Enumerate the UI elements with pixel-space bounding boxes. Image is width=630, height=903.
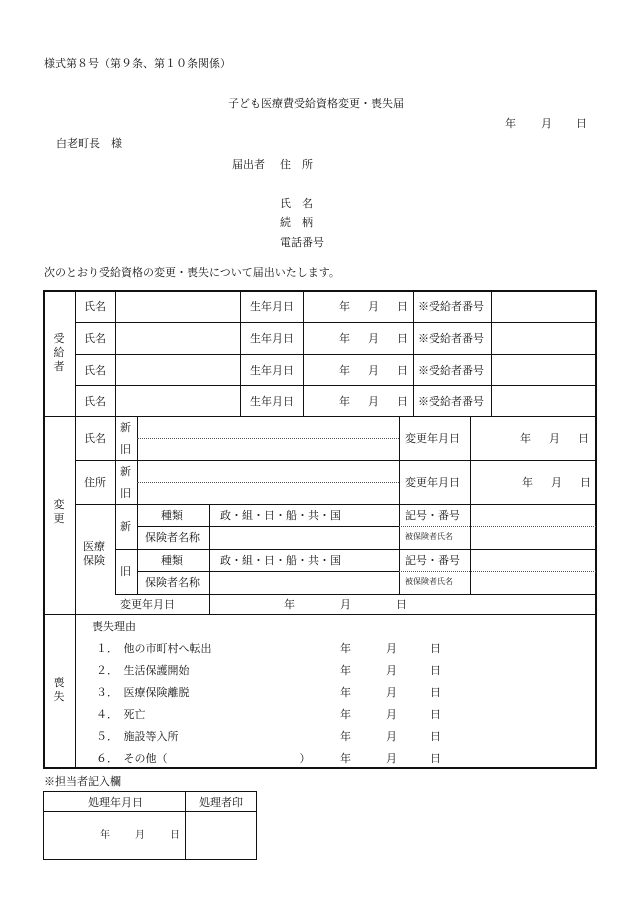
insurance-new-insured-label: 被保険者氏名 (405, 532, 453, 541)
insurance-change-d: 日 (396, 598, 407, 611)
loss-reason-4-y: 年 (340, 708, 351, 721)
loss-reason-4: ４． 死亡 (96, 708, 146, 721)
insurance-change-m: 月 (340, 598, 351, 611)
recipient-birth-m: 月 (368, 364, 379, 377)
date-day: 日 (576, 117, 587, 130)
insurance-old-type-options: 政・組・日・船・共・国 (220, 554, 341, 567)
change-address-m: 月 (551, 476, 562, 489)
change-name-d: 日 (578, 432, 589, 445)
change-name-m: 月 (549, 432, 560, 445)
recipient-birth-y: 年 (339, 364, 350, 377)
applicant-relation-label: 続 柄 (280, 216, 313, 229)
change-name-y: 年 (520, 432, 531, 445)
change-section-label: 変更 (53, 498, 65, 525)
recipient-birth-m: 月 (368, 395, 379, 408)
loss-reason-5-d: 日 (430, 730, 441, 743)
loss-reason-1-y: 年 (340, 642, 351, 655)
recipient-birth-d: 日 (397, 332, 408, 345)
insurance-new-type-options: 政・組・日・船・共・国 (220, 509, 341, 522)
loss-reason-3-d: 日 (430, 686, 441, 699)
addressee: 白老町長 様 (56, 137, 122, 150)
loss-reason-5-m: 月 (386, 730, 397, 743)
insurance-old: 旧 (120, 565, 131, 578)
loss-reason-5: ５． 施設等入所 (96, 730, 179, 743)
insurance-new: 新 (120, 520, 131, 533)
change-name-old: 旧 (120, 443, 131, 456)
insurance-label: 医療保険 (83, 540, 105, 567)
office-date-d: 日 (170, 830, 180, 841)
change-name-label: 氏名 (84, 432, 106, 445)
date-year: 年 (505, 117, 516, 130)
loss-reason-1-d: 日 (430, 642, 441, 655)
form-number: 様式第８号（第９条、第１０条関係） (44, 57, 231, 70)
recipient-birth-label: 生年月日 (250, 364, 294, 377)
change-address-d: 日 (580, 476, 591, 489)
recipient-number-label: ※受給者番号 (418, 395, 484, 408)
office-date-m: 月 (135, 830, 145, 841)
recipient-birth-d: 日 (397, 364, 408, 377)
loss-reason-4-d: 日 (430, 708, 441, 721)
applicant-address-label: 住 所 (280, 158, 313, 171)
recipient-birth-y: 年 (339, 395, 350, 408)
insurance-new-insurer-label: 保険者名称 (145, 531, 200, 544)
recipients-section-label: 受給者 (53, 332, 65, 373)
insurance-change-y: 年 (284, 598, 295, 611)
recipient-name-label: 氏名 (84, 300, 106, 313)
recipient-number-label: ※受給者番号 (418, 300, 484, 313)
recipient-birth-label: 生年月日 (250, 300, 294, 313)
insurance-new-type-label: 種類 (161, 509, 183, 522)
change-address-new: 新 (120, 465, 131, 478)
loss-reason-6-y: 年 (340, 752, 351, 765)
recipient-number-label: ※受給者番号 (418, 332, 484, 345)
loss-reason-3-y: 年 (340, 686, 351, 699)
recipient-birth-label: 生年月日 (250, 395, 294, 408)
insurance-old-insured-label: 被保険者氏名 (405, 577, 453, 586)
loss-reason-title: 喪失理由 (92, 620, 136, 633)
loss-reason-2-y: 年 (340, 664, 351, 677)
change-name-new: 新 (120, 421, 131, 434)
change-address-y: 年 (522, 476, 533, 489)
loss-reason-2-m: 月 (386, 664, 397, 677)
recipient-birth-m: 月 (368, 300, 379, 313)
insurance-change-date-label: 変更年月日 (120, 598, 175, 611)
office-seal-label: 処理者印 (199, 796, 243, 809)
loss-reason-6-d: 日 (430, 752, 441, 765)
recipient-birth-d: 日 (397, 395, 408, 408)
date-month: 月 (541, 117, 552, 130)
applicant-phone-label: 電話番号 (280, 236, 324, 249)
recipient-birth-y: 年 (339, 332, 350, 345)
insurance-old-code-label: 記号・番号 (405, 554, 460, 567)
insurance-new-code-label: 記号・番号 (405, 509, 460, 522)
office-use-title: ※担当者記入欄 (44, 775, 121, 788)
recipient-birth-label: 生年月日 (250, 332, 294, 345)
loss-reason-4-m: 月 (386, 708, 397, 721)
applicant-label: 届出者 (232, 158, 265, 171)
loss-reason-5-y: 年 (340, 730, 351, 743)
recipient-birth-y: 年 (339, 300, 350, 313)
insurance-old-type-label: 種類 (161, 554, 183, 567)
office-date-label: 処理年月日 (88, 796, 143, 809)
insurance-old-insurer-label: 保険者名称 (145, 576, 200, 589)
intro-text: 次のとおり受給資格の変更・喪失について届出いたします。 (44, 266, 340, 279)
recipient-birth-d: 日 (397, 300, 408, 313)
loss-reason-1: １． 他の市町村へ転出 (96, 642, 212, 655)
loss-reason-3-m: 月 (386, 686, 397, 699)
change-address-old: 旧 (120, 487, 131, 500)
loss-reason-6: ６． その他（ ） (96, 752, 311, 765)
form-title: 子ども医療費受給資格変更・喪失届 (228, 97, 404, 110)
recipient-number-label: ※受給者番号 (418, 364, 484, 377)
loss-reason-6-m: 月 (386, 752, 397, 765)
loss-reason-3: ３． 医療保険離脱 (96, 686, 190, 699)
loss-section-label: 喪失 (53, 676, 65, 703)
recipient-name-label: 氏名 (84, 364, 106, 377)
office-date-y: 年 (100, 830, 110, 841)
loss-reason-2: ２． 生活保護開始 (96, 664, 190, 677)
recipient-name-label: 氏名 (84, 395, 106, 408)
change-address-date-label: 変更年月日 (405, 476, 460, 489)
applicant-name-label: 氏 名 (280, 197, 313, 210)
loss-reason-1-m: 月 (386, 642, 397, 655)
recipient-birth-m: 月 (368, 332, 379, 345)
recipient-name-label: 氏名 (84, 332, 106, 345)
loss-reason-2-d: 日 (430, 664, 441, 677)
change-address-label: 住所 (84, 476, 106, 489)
change-name-date-label: 変更年月日 (405, 432, 460, 445)
